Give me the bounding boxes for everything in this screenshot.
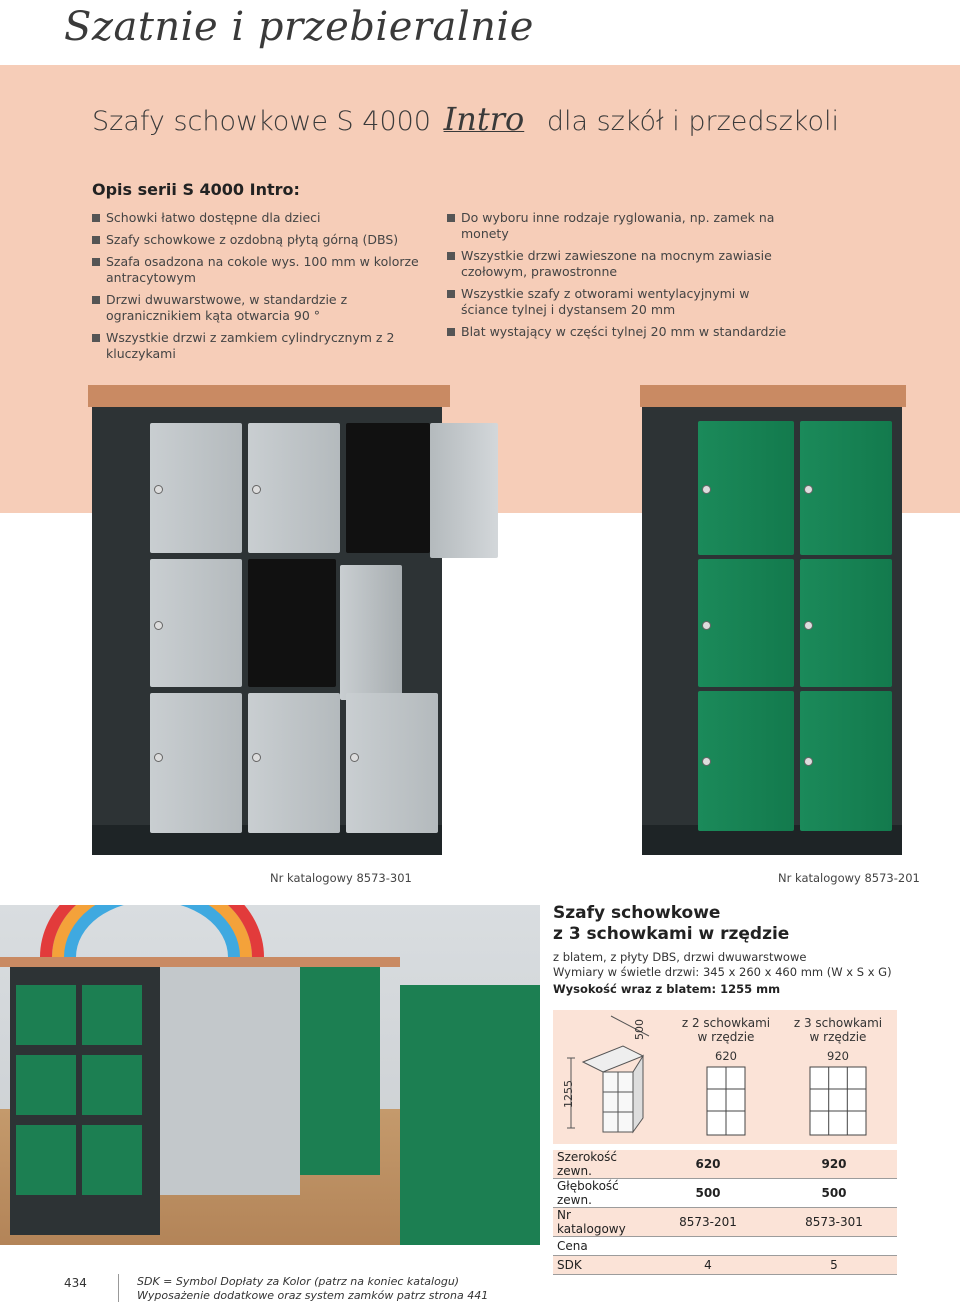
col2-line1: z 3 schowkami: [793, 1016, 883, 1030]
row-label: SDK: [553, 1256, 645, 1275]
col1-line2: w rzędzie: [697, 1030, 755, 1044]
cell-value: 8573-201: [645, 1208, 771, 1237]
classroom-lockers-photo: [0, 905, 540, 1245]
subtitle-prefix: Szafy schowkowe S 4000: [92, 106, 431, 137]
series-heading: Opis serii S 4000 Intro:: [92, 180, 300, 199]
footer-note: [137, 1275, 488, 1303]
height-label: 1255: [562, 1080, 575, 1108]
cell-value: [645, 1237, 771, 1256]
table-row: [553, 1179, 897, 1208]
table-row: [553, 1150, 897, 1179]
page-subtitle: [92, 100, 839, 138]
product-desc-line1: z blatem, z płyty DBS, drzwi dwuwarstwowe: [553, 950, 807, 964]
grey-locker-photo: [88, 385, 450, 865]
catalog-label-right: Nr katalogowy 8573-201: [778, 871, 920, 885]
subtitle-suffix: dla szkół i przedszkoli: [546, 106, 839, 137]
col1-heading: [671, 1016, 781, 1044]
depth-label: 500: [633, 1019, 646, 1040]
col2-line2: w rzędzie: [809, 1030, 867, 1044]
cabinet-diagram-icon: [553, 1010, 673, 1144]
col2-width: 920: [827, 1049, 849, 1063]
table-row: [553, 1256, 897, 1275]
cell-value: [771, 1237, 897, 1256]
product-height: Wysokość wraz z blatem: 1255 mm: [553, 982, 781, 996]
dimension-panel: [553, 1010, 897, 1144]
feature-item: Blat wystający w części tylnej 20 mm w standardzie: [447, 324, 797, 340]
cell-value: 500: [645, 1179, 771, 1208]
row-label: Głębokość zewn.: [553, 1179, 645, 1208]
feature-item: Wszystkie drzwi z zamkiem cylindrycznym z 2 kluczykami: [92, 330, 432, 362]
col2-heading: [783, 1016, 893, 1044]
cell-value: 4: [645, 1256, 771, 1275]
row-label: Cena: [553, 1237, 645, 1256]
col1-line1: z 2 schowkami: [681, 1016, 771, 1030]
two-column-locker-icon: [706, 1066, 746, 1136]
col1-width: 620: [715, 1049, 737, 1063]
product-heading-line1: Szafy schowkowe: [553, 903, 721, 923]
feature-item: Wszystkie drzwi zawieszone na mocnym zawiasie czołowym, prawostronne: [447, 248, 797, 280]
footer-divider: [118, 1274, 119, 1302]
row-label: Nr katalogowy: [553, 1208, 645, 1237]
feature-item: Drzwi dwuwarstwowe, w standardzie z ogranicznikiem kąta otwarcia 90 °: [92, 292, 432, 324]
catalog-label-left: Nr katalogowy 8573-301: [270, 871, 412, 885]
footer-note-line2: Wyposażenie dodatkowe oraz system zamków patrz strona 441: [137, 1289, 489, 1302]
cell-value: 500: [771, 1179, 897, 1208]
product-heading: [553, 903, 789, 945]
cell-value: 920: [771, 1150, 897, 1179]
page-title: Szatnie i przebieralnie: [64, 4, 534, 50]
green-locker-photo: [640, 385, 906, 865]
cell-value: 5: [771, 1256, 897, 1275]
page-number: 434: [64, 1276, 87, 1290]
feature-list-right: [447, 210, 797, 346]
spec-table: [553, 1150, 897, 1275]
row-label: Szerokość zewn.: [553, 1150, 645, 1179]
feature-item: Szafa osadzona na cokole wys. 100 mm w kolorze antracytowym: [92, 254, 432, 286]
cell-value: 620: [645, 1150, 771, 1179]
feature-item: Wszystkie szafy z otworami wentylacyjnymi w ściance tylnej i dystansem 20 mm: [447, 286, 797, 318]
three-column-locker-icon: [809, 1066, 867, 1136]
product-desc-line2: Wymiary w świetle drzwi: 345 x 260 x 460 mm (W x S x G): [553, 965, 892, 979]
feature-list-left: [92, 210, 432, 368]
product-heading-line2: z 3 schowkami w rzędzie: [553, 924, 790, 944]
feature-item: Szafy schowkowe z ozdobną płytą górną (DBS): [92, 232, 432, 248]
feature-item: Schowki łatwo dostępne dla dzieci: [92, 210, 432, 226]
brand-logo-intro: Intro: [443, 100, 525, 138]
footer-note-line1: SDK = Symbol Dopłaty za Kolor (patrz na koniec katalogu): [137, 1275, 460, 1288]
feature-item: Do wyboru inne rodzaje ryglowania, np. zamek na monety: [447, 210, 797, 242]
product-description: [553, 950, 892, 980]
cell-value: 8573-301: [771, 1208, 897, 1237]
table-row: [553, 1237, 897, 1256]
table-row: [553, 1208, 897, 1237]
